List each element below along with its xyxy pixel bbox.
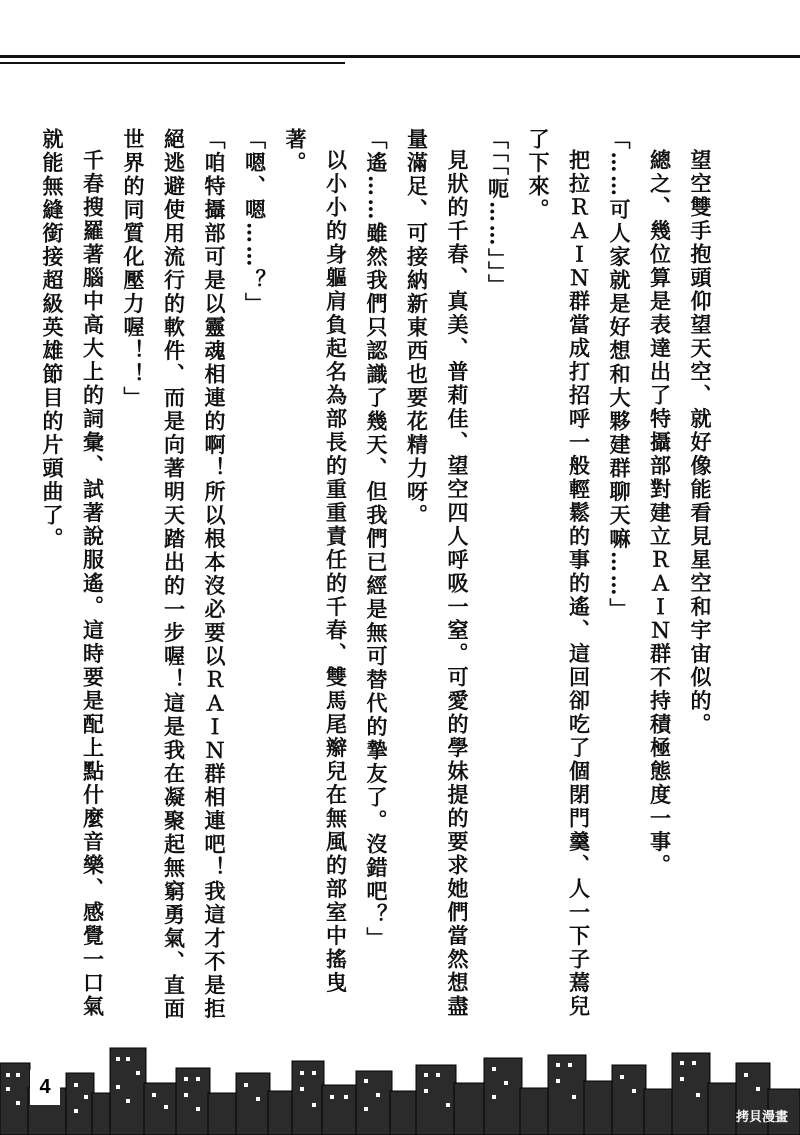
paragraph-7: 「遙……雖然我們只認識了幾天、但我們已經是無可替代的摯友了。沒錯吧？」	[364, 128, 389, 951]
paragraph-1: 望空雙手抱頭仰望天空、就好像能看見星空和宇宙似的。	[688, 149, 713, 737]
paragraph-4: 把拉ＲＡＩＮ群當成打招呼一般輕鬆的事的遙、這回卻吃了個閉門羹、人一下子蔫兒了下來。	[526, 128, 592, 1019]
watermark-text: 拷貝漫畫	[735, 1110, 788, 1125]
paragraph-10: 「咱特攝部可是以靈魂相連的啊！所以根本沒必要以ＲＡＩＮ群相連吧！我這才不是拒絕逃避使用流行的軟件、而是向著明天踏出的一步喔！這是我在凝聚起無窮勇氣、直面世界的同質化壓力喔！！」	[121, 128, 227, 1021]
header-rule-thin	[0, 62, 345, 64]
header-rule-thick	[0, 55, 800, 58]
paragraph-3: 「……可人家就是好想和大夥建群聊天嘛……」	[607, 128, 632, 622]
paragraph-8: 以小小的身軀肩負起名為部長的重重責任的千春、雙馬尾辮兒在無風的部室中搖曳著。	[283, 128, 349, 995]
paragraph-5: 「「「呃……」」」	[485, 128, 511, 298]
paragraph-2: 總之、幾位算是表達出了特攝部對建立ＲＡＩＮ群不持積極態度一事。	[647, 149, 673, 878]
paragraph-6: 見狀的千春、真美、普莉佳、望空四人呼吸一窒。可愛的學妹提的要求她們當然想盡量滿足、可接納新東西也要花精力呀。	[404, 128, 470, 1019]
paragraph-9: 「嗯、嗯……？」	[242, 128, 268, 316]
city-skyline-footer	[0, 1043, 800, 1135]
novel-text-body	[40, 128, 720, 1033]
page-number: 4	[30, 1070, 60, 1105]
paragraph-11: 千春搜羅著腦中高大上的詞彙、試著說服遙。這時要是配上點什麼音樂、感覺一口氣就能無縫銜接超級英雄節目的片頭曲了。	[40, 128, 106, 1019]
